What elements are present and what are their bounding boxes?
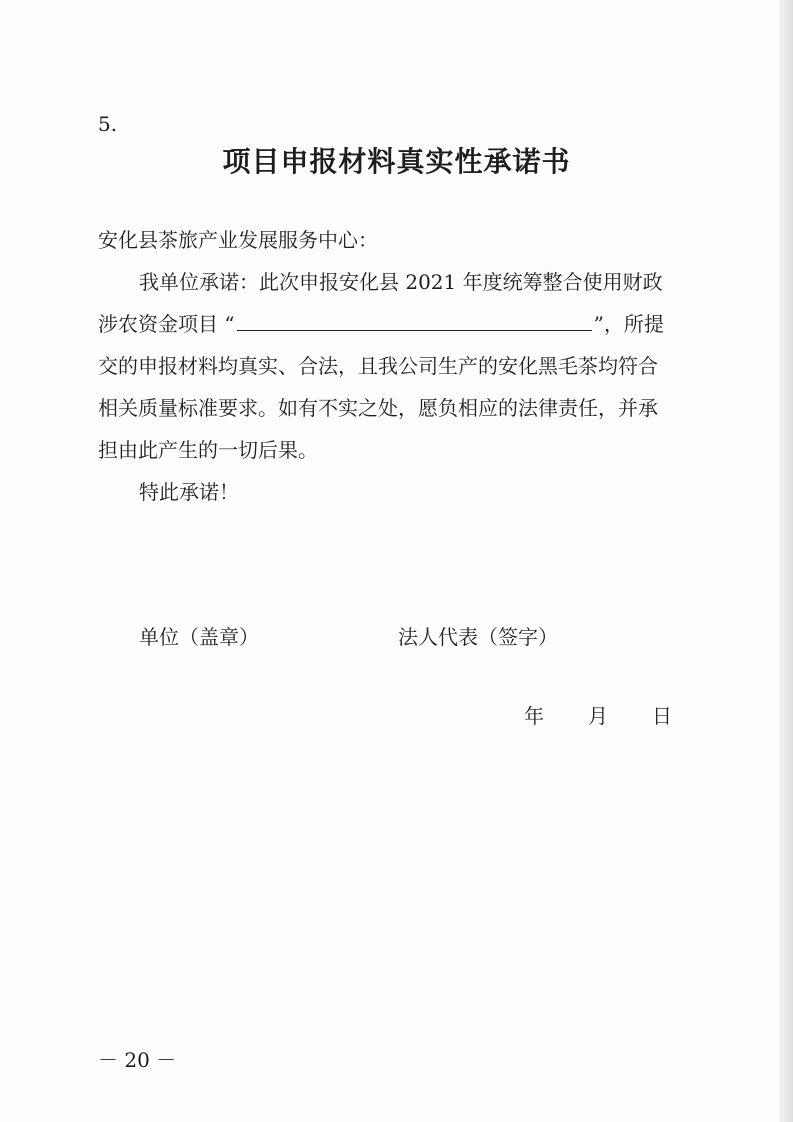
body-line-2-before: 涉农资金项目 “ <box>98 312 235 336</box>
unit-seal-label: 单位（盖章） <box>139 625 259 649</box>
date-month-label: 月 <box>588 704 608 728</box>
body-line-3: 交的申报材料均真实、合法，且我公司生产的安化黑毛茶均符合 <box>98 354 658 378</box>
closing-statement: 特此承诺！ <box>139 480 239 504</box>
body-line-4: 相关质量标准要求。如有不实之处，愿负相应的法律责任，并承 <box>98 396 658 420</box>
page-title: 项目申报材料真实性承诺书 <box>222 145 571 178</box>
date-year-label: 年 <box>524 704 544 728</box>
legal-rep-signature-label: 法人代表（签字） <box>398 625 558 649</box>
project-name-blank <box>237 314 592 331</box>
body-line-2-after: ”，所提 <box>593 312 664 336</box>
body-line-2 <box>98 310 664 338</box>
date-day-label: 日 <box>652 704 672 728</box>
page-number: － 20 － <box>98 1048 177 1072</box>
section-number: 5. <box>98 112 118 136</box>
body-line-5: 担由此产生的一切后果。 <box>98 438 318 462</box>
addressee: 安化县茶旅产业发展服务中心： <box>98 228 378 252</box>
body-line-1: 我单位承诺：此次申报安化县 2021 年度统筹整合使用财政 <box>139 270 663 294</box>
